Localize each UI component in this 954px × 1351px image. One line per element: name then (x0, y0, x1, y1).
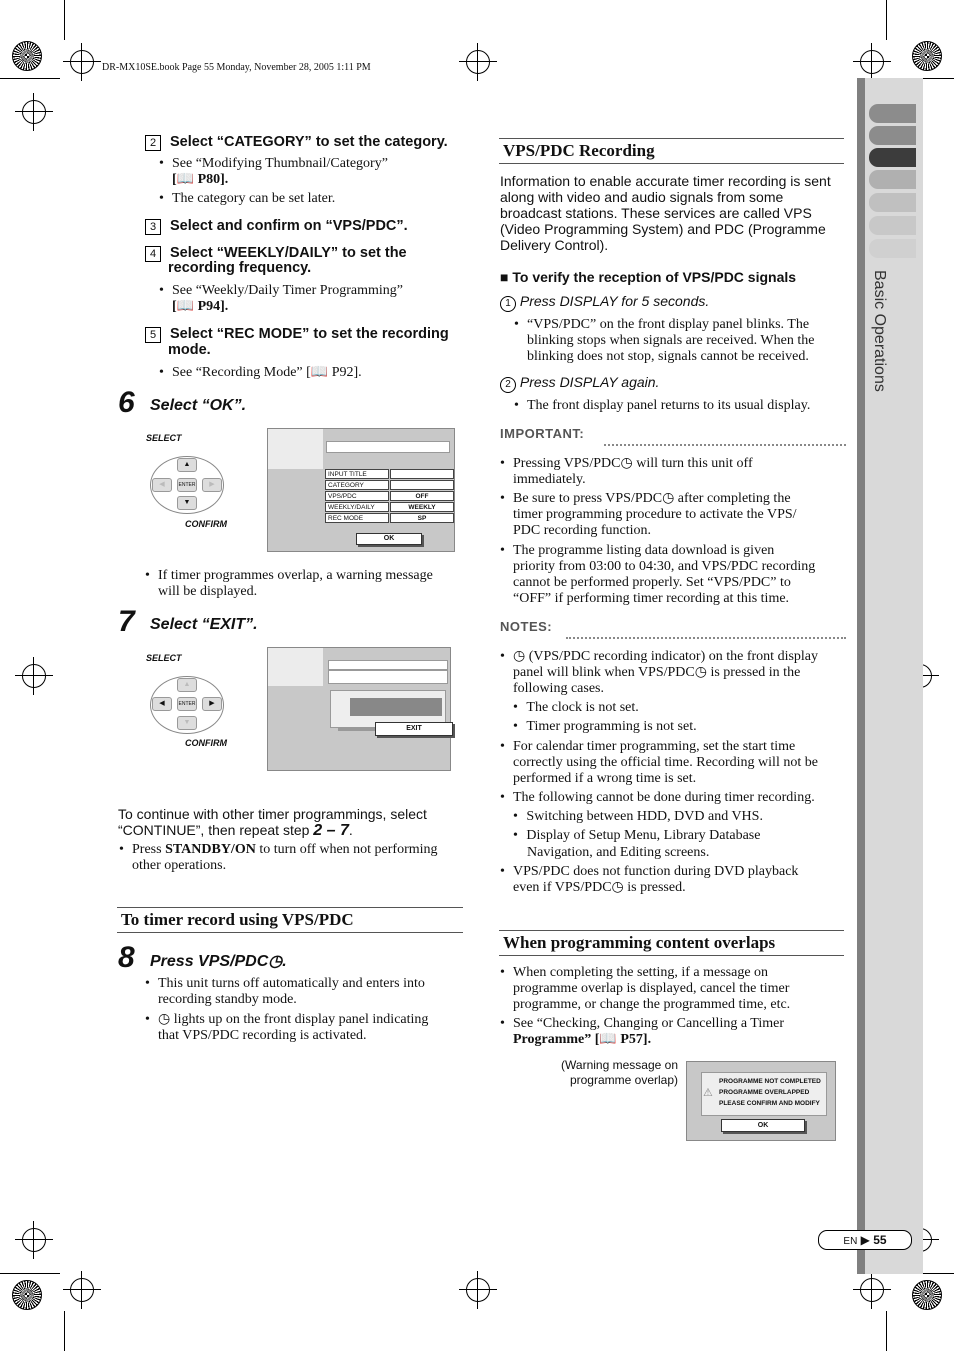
bullet-cont: cannot be performed properly. Set “VPS/PDC” to (513, 575, 791, 590)
continue-text: To continue with other timer programmings, select (118, 806, 427, 822)
section-tab (869, 239, 916, 258)
step-2 (145, 133, 448, 151)
bullet: • See “Recording Mode” [📖 P92]. (172, 365, 362, 381)
verify-heading (500, 269, 796, 285)
select-label: SELECT (146, 433, 182, 443)
sub-bullet: • Timer programming is not set. (513, 719, 697, 734)
section-heading-vps-timer: To timer record using VPS/PDC (117, 907, 463, 933)
bullet-cont: that VPS/PDC recording is activated. (158, 1028, 367, 1043)
page-ref: Programme” [📖 P57]. (513, 1032, 652, 1047)
screen-title-bar (328, 660, 448, 670)
bullet-cont: PDC recording function. (513, 523, 652, 538)
intro-line: broadcast stations. These services are called VPS (500, 205, 812, 221)
bullet: • For calendar timer programming, set the start time (513, 739, 795, 755)
exit-button: EXIT (375, 722, 453, 736)
registration-mark-bl (12, 1280, 42, 1310)
step-title-cont: recording frequency. (168, 260, 312, 276)
warning-line: PROGRAMME OVERLAPPED (719, 1089, 810, 1096)
bullet: • If timer programmes overlap, a warning message (158, 568, 433, 584)
up-arrow-icon: ▲ (177, 678, 197, 692)
crosshair-target (466, 1278, 490, 1302)
right-arrow-icon: ▶ (202, 478, 222, 492)
registration-mark-br (912, 1280, 942, 1310)
sub-bullet-text: Switching between HDD, DVD and VHS. (526, 809, 763, 824)
continue-text-2: “CONTINUE”, then repeat step 2 – 7. (118, 822, 353, 839)
section-label: Basic Operations (871, 270, 888, 392)
bullet-cont: other operations. (132, 858, 227, 873)
standby-key: STANDBY/ON (165, 842, 256, 857)
menu-row-value: SP (390, 513, 454, 523)
section-heading-overlap: When programming content overlaps (499, 930, 844, 956)
warning-line: PROGRAMME NOT COMPLETED (719, 1078, 821, 1085)
screen-progress (338, 727, 378, 731)
bullet: • This unit turns off automatically and enters into (158, 976, 425, 992)
sidebar-edge (857, 78, 865, 1274)
step-number: 4 (145, 246, 161, 262)
sub-bullet-text: Timer programming is not set. (526, 719, 697, 734)
bullet: • ◷ lights up on the front display panel indicating (158, 1012, 428, 1028)
menu-row-label: REC MODE (325, 513, 389, 523)
bullet-cont: Navigation, and Editing screens. (527, 845, 710, 860)
crosshair-target (22, 100, 46, 124)
bullet: • Pressing VPS/PDC◷ will turn this unit off (513, 456, 753, 472)
bullet-cont: correctly using the official time. Recording will not be (513, 755, 818, 770)
crosshair-target (70, 50, 94, 74)
screen-title-bar (326, 441, 450, 453)
bullet: • See “Checking, Changing or Cancelling a Timer (513, 1016, 784, 1032)
down-arrow-icon: ▼ (177, 496, 197, 510)
step-number: 3 (145, 219, 161, 235)
page-ref: [📖 P80]. (172, 172, 229, 187)
select-label: SELECT (146, 653, 182, 663)
sub-bullet: • The clock is not set. (513, 700, 639, 715)
section-tab-active (869, 148, 916, 167)
dotted-divider (604, 444, 846, 446)
sub-bullet: • Switching between HDD, DVD and VHS. (513, 809, 763, 824)
step-title: Select “CATEGORY” to set the category. (170, 134, 448, 150)
bullet: • The following cannot be done during timer recording. (513, 790, 815, 806)
menu-screen-ok (267, 428, 455, 552)
bullet: • ◷ (VPS/PDC recording indicator) on the front display (513, 649, 818, 665)
up-arrow-icon: ▲ (177, 458, 197, 472)
left-arrow-icon: ◀ (152, 478, 172, 492)
section-tab (869, 104, 916, 123)
crop-line (64, 0, 65, 40)
important-label: IMPORTANT: (500, 426, 585, 441)
screen-field (328, 670, 448, 684)
crosshair-target (860, 1278, 884, 1302)
confirm-label: CONFIRM (185, 738, 227, 748)
menu-row-label: CATEGORY (325, 480, 389, 490)
step-title: Select “WEEKLY/DAILY” to set the (170, 245, 407, 261)
bullet-cont: blinking stops when signals are received. When the (527, 333, 815, 348)
bullet: • The category can be set later. (172, 191, 335, 207)
screen-message-fill (350, 698, 442, 716)
section-tab (869, 216, 916, 235)
menu-row-value: WEEKLY (390, 502, 454, 512)
bullet-cont: performed if a wrong time is set. (513, 771, 697, 786)
page-number: 55 (873, 1233, 887, 1247)
step-title: Select “REC MODE” to set the recording (170, 326, 449, 342)
language-label: EN (843, 1236, 858, 1247)
step-5 (145, 325, 449, 343)
right-arrow-icon: ▶ (202, 697, 222, 711)
step-7-title: Select “EXIT”. (150, 616, 258, 633)
step-title-cont: mode. (168, 342, 211, 358)
circle-1-icon: 1 (500, 296, 516, 312)
step-number: 2 (145, 135, 161, 151)
circle-2-icon: 2 (500, 377, 516, 393)
press-step-text: Press DISPLAY for 5 seconds. (519, 293, 710, 309)
crop-line (886, 0, 887, 40)
enter-button: ENTER (177, 697, 197, 711)
intro-line: along with video and audio signals from some (500, 189, 784, 205)
confirm-label: CONFIRM (185, 519, 227, 529)
bullet-cont: following cases. (513, 681, 604, 696)
bullet: • See “Modifying Thumbnail/Category” (172, 156, 388, 172)
bullet-cont: even if VPS/PDC◷ is pressed. (513, 880, 686, 895)
crop-line (0, 78, 60, 79)
warning-caption: (Warning message on (561, 1058, 678, 1072)
press-step-1 (500, 293, 709, 312)
step-8-title: Press VPS/PDC◷. (150, 953, 287, 970)
press-step-2 (500, 374, 659, 393)
registration-mark-tl (12, 41, 42, 71)
arrow-right-icon: ▶ (860, 1233, 870, 1247)
step-number: 5 (145, 327, 161, 343)
bullet-cont: timer programming procedure to activate the VPS/ (513, 507, 797, 522)
registration-mark-tr (912, 41, 942, 71)
page-ref: [📖 P94]. (172, 299, 229, 314)
ok-button: OK (356, 533, 422, 545)
warning-line: PLEASE CONFIRM AND MODIFY (719, 1100, 820, 1107)
standby-text: to turn off when not performing (255, 842, 438, 857)
section-tab (869, 193, 916, 212)
menu-row-value (390, 469, 454, 479)
down-arrow-icon: ▼ (177, 716, 197, 730)
step-title: Select and confirm on “VPS/PDC”. (170, 218, 408, 234)
crosshair-target (22, 1228, 46, 1252)
print-header: DR-MX10SE.book Page 55 Monday, November 28, 2005 1:11 PM (102, 62, 371, 73)
step-8-number: 8 (118, 941, 135, 974)
bullet: • VPS/PDC does not function during DVD playback (513, 864, 798, 880)
section-heading-vps-recording: VPS/PDC Recording (499, 138, 844, 164)
menu-row-label: WEEKLY/DAILY (325, 502, 389, 512)
press-step-text: Press DISPLAY again. (519, 374, 660, 390)
crosshair-target (22, 664, 46, 688)
bullet: • The front display panel returns to its usual display. (527, 398, 810, 414)
crosshair-target (466, 50, 490, 74)
bullet-cont: panel will blink when VPS/PDC◷ is pressed in the (513, 665, 801, 680)
bullet-cont: programme overlap is displayed, cancel the timer (513, 981, 790, 996)
page-number-badge (818, 1230, 912, 1250)
sub-bullet-text: The clock is not set. (526, 700, 639, 715)
step-6-number: 6 (118, 386, 135, 419)
sub-bullet: • Display of Setup Menu, Library Database (513, 828, 761, 843)
intro-line: Delivery Control). (500, 237, 609, 253)
crosshair-target (860, 50, 884, 74)
menu-row-label: INPUT TITLE (325, 469, 389, 479)
bullet-cont: blinking does not stop, signals cannot be received. (527, 349, 809, 364)
warning-screen (686, 1061, 836, 1141)
intro-line: (Video Programming System) and PDC (Programme (500, 221, 826, 237)
warning-triangle-icon: ⚠ (703, 1087, 713, 1099)
square-bullet-icon: ■ (500, 269, 509, 285)
notes-label: NOTES: (500, 619, 553, 634)
enter-button: ENTER (177, 478, 197, 492)
bullet-cont: priority from 03:00 to 04:30, and VPS/PDC recording (513, 559, 816, 574)
menu-screen-exit (267, 647, 451, 771)
crosshair-target (70, 1278, 94, 1302)
continue-steps: 2 – 7 (313, 822, 349, 839)
bullet-cont: immediately. (513, 472, 586, 487)
menu-row-value: OFF (390, 491, 454, 501)
warning-caption: programme overlap) (569, 1073, 678, 1087)
left-arrow-icon: ◀ (152, 697, 172, 711)
bullet: • The programme listing data download is given (513, 543, 774, 559)
dotted-divider (566, 637, 846, 639)
bullet-cont: will be displayed. (158, 584, 258, 599)
standby-text: Press (132, 842, 166, 857)
bullet: • See “Weekly/Daily Timer Programming” (172, 283, 403, 299)
bullet-cont: recording standby mode. (158, 992, 297, 1007)
sub-bullet-text: Display of Setup Menu, Library Database (526, 828, 761, 843)
bullet: • Be sure to press VPS/PDC◷ after completing the (513, 491, 791, 507)
intro-line: Information to enable accurate timer recording is sent (500, 173, 831, 189)
menu-row-label: VPS/PDC (325, 491, 389, 501)
bullet-cont: programme, or change the programmed time, etc. (513, 997, 791, 1012)
verify-heading-text: To verify the reception of VPS/PDC signals (512, 269, 797, 285)
bullet: • “VPS/PDC” on the front display panel blinks. The (527, 317, 809, 333)
step-7-number: 7 (118, 605, 135, 638)
section-tab (869, 126, 916, 145)
continue-text-part: “CONTINUE”, then repeat step (118, 822, 314, 838)
section-tab (869, 170, 916, 189)
step-3 (145, 217, 408, 235)
bullet (132, 842, 438, 858)
warning-ok-button: OK (721, 1119, 805, 1132)
bullet: • When completing the setting, if a message on (513, 965, 768, 981)
menu-row-value (390, 480, 454, 490)
crop-line (0, 1273, 60, 1274)
step-6-title: Select “OK”. (150, 397, 247, 414)
bullet-cont: “OFF” if performing timer recording at this time. (513, 591, 790, 606)
screen-left-panel (268, 429, 323, 469)
crop-line (886, 1311, 887, 1351)
screen-left-panel (268, 648, 323, 686)
crop-line (64, 1311, 65, 1351)
